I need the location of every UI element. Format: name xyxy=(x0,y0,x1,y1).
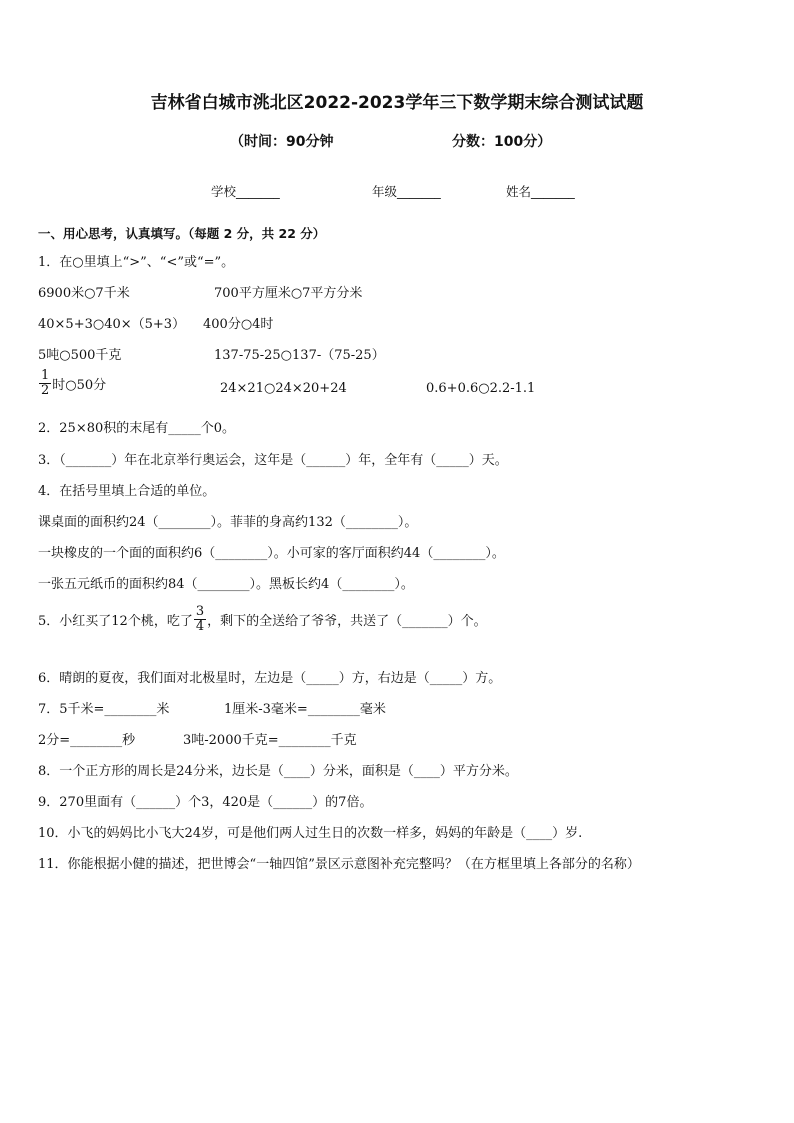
time-label: （时间：90分钟 xyxy=(230,134,334,150)
q1-item-text: 时○50分 xyxy=(52,377,107,393)
fraction xyxy=(39,369,51,397)
fraction-denominator: 2 xyxy=(41,382,50,398)
name-field: 姓名_______ xyxy=(506,184,575,199)
page-title: 吉林省白城市洮北区2022-2023学年三下数学期末综合测试试题 xyxy=(150,93,644,113)
question-5-before: 5．小红买了12个桃，吃了 xyxy=(38,613,193,629)
question-1-prompt: 1．在○里填上“>”、“<”或“=”。 xyxy=(38,255,235,270)
q1-item: 137-75-25○137-（75-25） xyxy=(214,348,385,363)
q1-item: 700平方厘米○7平方分米 xyxy=(214,286,363,301)
fraction-numerator: 1 xyxy=(41,368,50,383)
question-5-after: ，剩下的全送给了爷爷，共送了（_______）个。 xyxy=(207,613,487,629)
section-heading: 一、用心思考，认真填写。（每题 2 分，共 22 分） xyxy=(38,226,326,241)
q1-item: 24×21○24×20+24 xyxy=(220,381,347,396)
q1-item: 0.6+0.6○2.2-1.1 xyxy=(426,381,536,396)
question-6: 6．晴朗的夏夜，我们面对北极星时，左边是（_____）方，右边是（_____）方。 xyxy=(38,671,502,686)
q1-item: 5吨○500千克 xyxy=(38,348,122,363)
question-4-line: 一块橡皮的一个面的面积约6（________）。小可家的客厅面积约44（________）。 xyxy=(38,546,505,561)
school-field: 学校_______ xyxy=(211,184,280,199)
question-11: 11．你能根据小健的描述，把世博会“一轴四馆”景区示意图补充完整吗？（在方框里填上各部分的名称） xyxy=(38,857,640,872)
question-7-part: 3吨-2000千克=________千克 xyxy=(183,733,357,748)
question-5 xyxy=(38,605,487,633)
question-8: 8．一个正方形的周长是24分米，边长是（____）分米，面积是（____）平方分米。 xyxy=(38,764,518,779)
question-4-line: 一张五元纸币的面积约84（________）。黑板长约4（________）。 xyxy=(38,577,414,592)
question-9: 9．270里面有（______）个3，420是（______）的7倍。 xyxy=(38,795,373,810)
score-label: 分数：100分） xyxy=(452,134,552,150)
question-7-part: 1厘米-3毫米=________毫米 xyxy=(224,702,386,717)
fraction xyxy=(194,605,206,633)
question-2: 2．25×80积的末尾有_____个0。 xyxy=(38,421,236,436)
question-4-line: 课桌面的面积约24（________）。菲菲的身高约132（________）。 xyxy=(38,515,418,530)
q1-item: 400分○4时 xyxy=(203,317,274,332)
fraction-denominator: 4 xyxy=(195,618,205,634)
grade-field: 年级_______ xyxy=(372,184,441,199)
question-4-prompt: 4．在括号里填上合适的单位。 xyxy=(38,484,216,499)
fraction-numerator: 3 xyxy=(195,604,205,619)
question-7-part: 7．5千米=________米 xyxy=(38,702,170,717)
question-7-part: 2分=________秒 xyxy=(38,733,136,748)
question-10: 10．小飞的妈妈比小飞大24岁，可是他们两人过生日的次数一样多，妈妈的年龄是（____）岁. xyxy=(38,826,583,841)
q1-item xyxy=(38,369,106,397)
q1-item: 6900米○7千米 xyxy=(38,286,130,301)
question-3: 3．（_______）年在北京举行奥运会，这年是（______）年，全年有（_____）天。 xyxy=(38,453,508,468)
q1-item: 40×5+3○40×（5+3） xyxy=(38,317,186,332)
